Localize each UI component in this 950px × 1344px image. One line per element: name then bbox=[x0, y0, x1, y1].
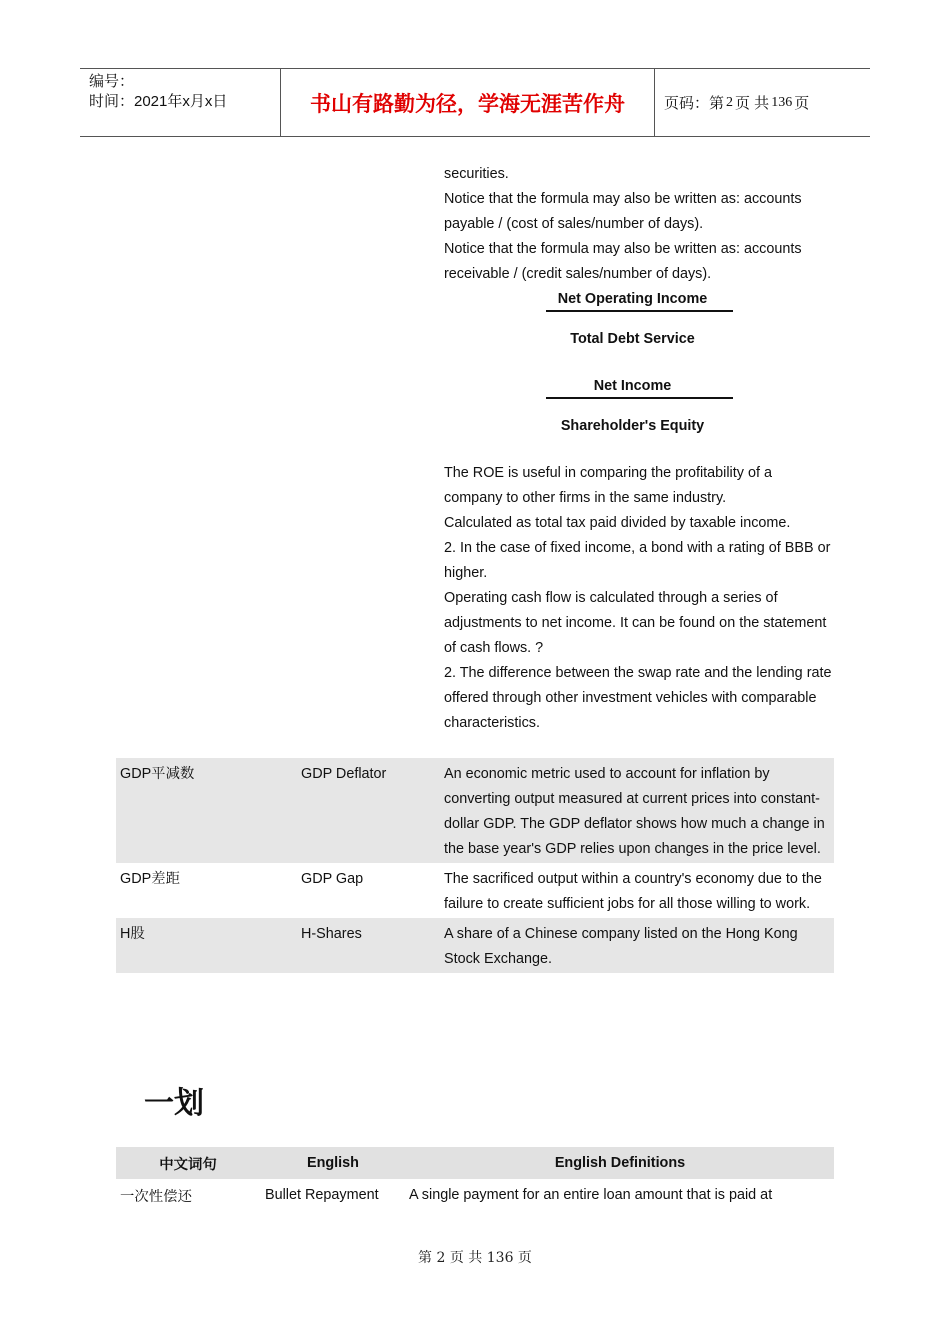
term-definition: An economic metric used to account for inflation by converting output measured at current prices into constant-dollar GDP. The GDP deflator shows how much a change in the base year's GDP relies upon changes in the price level. bbox=[444, 766, 825, 857]
term-english: H-Shares bbox=[301, 926, 362, 942]
cont-line: 2. The difference between the swap rate and the lending rate offered through other investment vehicles with comparable characteristics. bbox=[444, 665, 832, 731]
header-english: English bbox=[307, 1155, 359, 1171]
section-heading: 一划 bbox=[144, 1086, 204, 1121]
term-chinese: 一次性偿还 bbox=[120, 1188, 192, 1205]
formula-denominator: Shareholder's Equity bbox=[560, 418, 705, 434]
header-page-info bbox=[655, 69, 870, 136]
cont-line: Calculated as total tax paid divided by taxable income. bbox=[444, 515, 791, 531]
table-row bbox=[116, 758, 834, 863]
header-meta bbox=[80, 69, 281, 136]
table-row bbox=[116, 863, 834, 918]
term-english: Bullet Repayment bbox=[265, 1187, 379, 1203]
formula-numerator: Net Operating Income bbox=[557, 291, 708, 307]
number-label: 编号： bbox=[89, 73, 135, 90]
page-mid: 页 共 bbox=[735, 95, 770, 112]
term-chinese: GDP平减数 bbox=[120, 766, 195, 782]
glossary-table bbox=[116, 1147, 834, 1211]
formula-dscr bbox=[444, 287, 834, 352]
page-total: 136 bbox=[771, 94, 793, 110]
term-definition: The sacrificed output within a country's economy due to the failure to create sufficient jobs for all those willing to work. bbox=[444, 871, 822, 912]
cont-line: Notice that the formula may also be written as: accounts receivable / (credit sales/number of days). bbox=[444, 241, 802, 282]
continuation-text bbox=[444, 162, 834, 736]
page-header bbox=[80, 68, 870, 137]
table-row bbox=[116, 1179, 834, 1211]
cont-line: The ROE is useful in comparing the profitability of a company to other firms in the same industry. bbox=[444, 465, 772, 506]
formula-denominator: Total Debt Service bbox=[570, 331, 695, 347]
header-definitions: English Definitions bbox=[554, 1155, 686, 1171]
term-english: GDP Deflator bbox=[301, 766, 387, 782]
header-chinese: 中文词句 bbox=[159, 1156, 217, 1173]
formula-numerator: Net Income bbox=[593, 378, 672, 394]
cont-line: Notice that the formula may also be written as: accounts payable / (cost of sales/number of days). bbox=[444, 191, 802, 232]
glossary-rows bbox=[116, 758, 834, 973]
header-motto: 书山有路勤为径，学海无涯苦作舟 bbox=[281, 69, 655, 136]
time-label: 时间：2021年x月x日 bbox=[89, 93, 228, 110]
term-english: GDP Gap bbox=[301, 871, 364, 887]
cont-line: 2. In the case of fixed income, a bond with a rating of BBB or higher. bbox=[444, 540, 831, 581]
table-header-row bbox=[116, 1147, 834, 1179]
term-chinese: GDP差距 bbox=[120, 871, 180, 887]
cont-line: Operating cash flow is calculated through a series of adjustments to net income. It can be found on the statement of cash flows. ? bbox=[444, 590, 827, 656]
page-prefix: 页码：第 bbox=[664, 95, 725, 112]
term-definition: A single payment for an entire loan amount that is paid at bbox=[409, 1187, 773, 1203]
page-number: 2 bbox=[726, 94, 734, 110]
cont-line: securities. bbox=[444, 166, 509, 182]
term-definition: A share of a Chinese company listed on the Hong Kong Stock Exchange. bbox=[444, 926, 798, 967]
page-footer: 第 2 页 共 136 页 bbox=[418, 1250, 532, 1266]
page-suffix: 页 bbox=[794, 95, 810, 112]
after-block bbox=[444, 461, 834, 736]
term-chinese: H股 bbox=[120, 926, 145, 942]
formula-roe bbox=[444, 374, 834, 439]
table-row bbox=[116, 918, 834, 973]
